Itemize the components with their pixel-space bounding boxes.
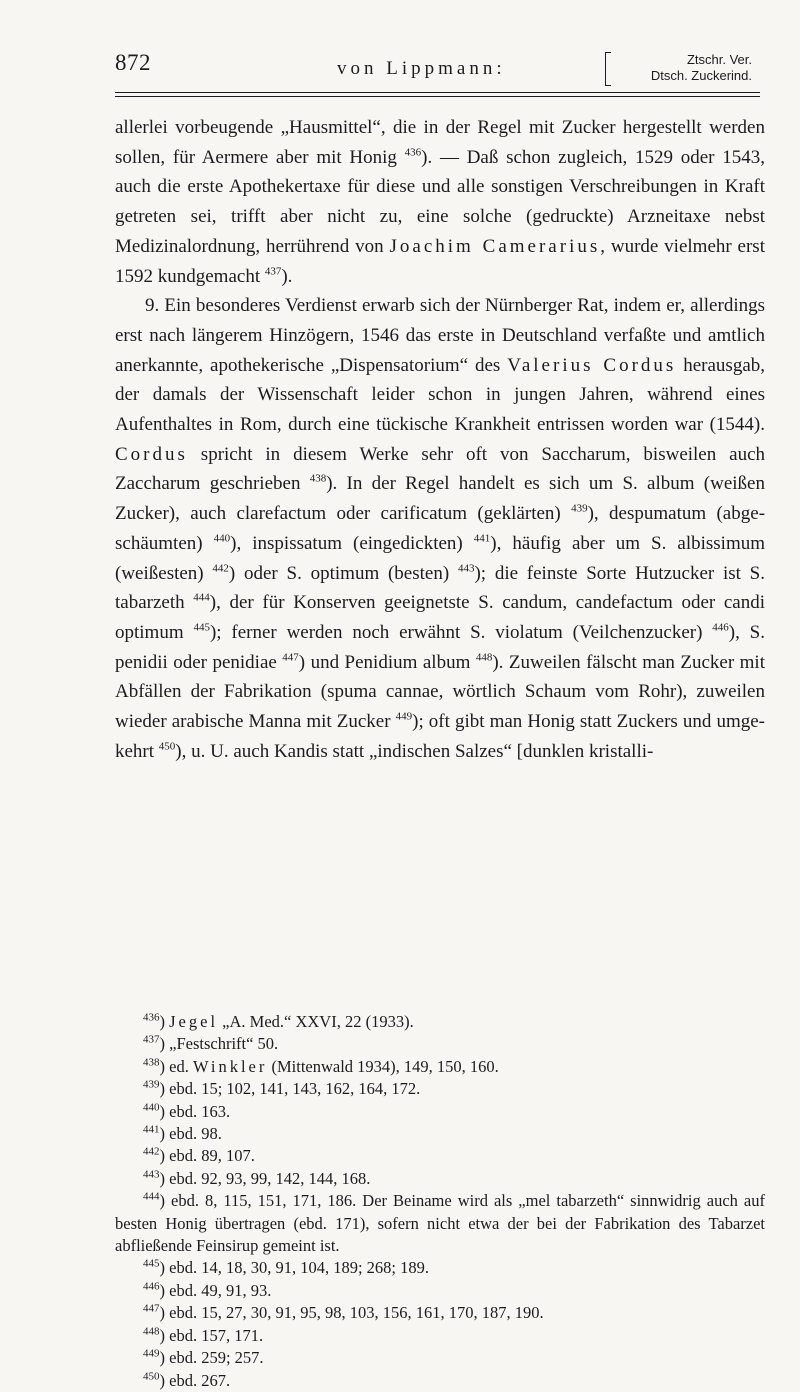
footnote-separator: ): [159, 1168, 170, 1188]
footnote-separator: ): [159, 1191, 172, 1211]
footnote-number: 439: [143, 1078, 160, 1091]
text-run: spricht in diesem Werke sehr oft von Saccharum, bisweilen auch Zaccharum geschrieben: [115, 443, 765, 495]
text-run: ). In der Regel handelt es sich um S. album (weißen Zucker), auch clarefactum oder carificatum (geklärten): [115, 473, 765, 525]
footnote-separator: ): [159, 1101, 170, 1121]
footnote-separator: ): [159, 1034, 170, 1054]
footnote-reference: 449: [395, 710, 413, 723]
footnote-separator: ): [159, 1012, 170, 1031]
text-run: ebd. 15, 27, 30, 91, 95, 98, 103, 156, 161, 170, 187, 190.: [169, 1303, 544, 1323]
footnote: [115, 1370, 765, 1392]
footnote-reference: 437: [264, 265, 282, 278]
footnote-reference: 436: [404, 146, 422, 159]
footnote: [115, 1011, 765, 1033]
text-run: ) und Penidium album: [298, 651, 476, 673]
journal-line-1: Ztschr. Ver.: [686, 52, 752, 67]
text-run: ); die feinste Sorte Hutzucker ist S. tabarzeth: [115, 562, 766, 614]
footnote-number: 445: [143, 1257, 160, 1270]
paragraph: [115, 291, 765, 766]
text-run: , wurde vielmehr erst 1592 kundgemacht: [115, 235, 765, 287]
footnote-number: 448: [143, 1325, 160, 1338]
spaced-name: Cordus: [115, 443, 188, 465]
footnote: [115, 1033, 765, 1055]
text-run: ), häufig aber um S. albissimum (weißesten): [115, 532, 766, 584]
footnote-number: 438: [143, 1056, 160, 1069]
running-title: von Lippmann:: [337, 58, 506, 79]
footnote-reference: 445: [193, 621, 210, 634]
footnote-number: 442: [143, 1145, 160, 1158]
page-number: 872: [115, 50, 151, 75]
footnote: [115, 1078, 765, 1100]
spaced-name: Winkler: [192, 1056, 268, 1076]
footnote-separator: ): [159, 1056, 170, 1076]
header-rule-top: [115, 92, 760, 93]
text-run: ), despumatum (abgeschäumten): [115, 503, 766, 554]
footnote: [115, 1123, 765, 1145]
text-run: ebd. 157, 171.: [169, 1325, 264, 1345]
footnote-reference: 450: [158, 740, 176, 753]
footnote: [115, 1280, 765, 1302]
footnote: [115, 1302, 765, 1324]
footnote-reference: 439: [571, 502, 588, 515]
footnote-separator: ): [159, 1325, 170, 1345]
footnote-number: 441: [143, 1123, 160, 1136]
footnote-number: 449: [143, 1347, 160, 1360]
footnote: [115, 1190, 765, 1257]
footnote: [115, 1101, 765, 1123]
footnote: [115, 1168, 765, 1190]
text-run: ).: [281, 265, 293, 287]
page-header: [115, 50, 756, 92]
footnote-separator: ): [159, 1280, 170, 1300]
footnote-reference: 446: [712, 621, 729, 634]
text-run: ebd. 259; 257.: [169, 1348, 264, 1368]
text-run: ). — Daß schon zugleich, 1529 oder 1543, auch die erste Apothekertaxe für diese und alle sonstigen Verschreibungen in Kraft getreten sei, trifft aber nicht zu, eine solche (gedruckte) Arzneitaxe nebst Medizinalordnung, herrührend von: [115, 146, 765, 257]
footnote-reference: 447: [282, 651, 299, 664]
footnote: [115, 1257, 765, 1279]
text-run: ebd. 163.: [169, 1101, 231, 1121]
footnote-separator: ): [159, 1124, 170, 1144]
text-run: 9. Ein besonderes Verdienst erwarb sich der Nürnberger Rat, indem er, allerdings erst nach längerem Hinzögern, 1546 das erste in Deutschland verfaßte und amtlich anerkannte, apothekerische „Dispensatorium“ des: [115, 295, 765, 376]
text-run: ebd. 92, 93, 99, 142, 144, 168.: [169, 1168, 371, 1188]
footnote-reference: 440: [213, 532, 231, 545]
main-text: [115, 113, 765, 766]
footnote-separator: ): [159, 1348, 170, 1368]
footnote-reference: 448: [475, 651, 493, 664]
text-run: ) oder S. optimum (besten): [228, 562, 458, 584]
text-run: ), u. U. auch Kandis statt „indischen Salzes“ [dunklen kristalli-: [175, 740, 654, 762]
text-run: ); oft gibt man Honig statt Zuckers und umgekehrt: [115, 711, 765, 762]
paragraph: [115, 113, 765, 291]
text-run: ), S. penidii oder penidiae: [115, 621, 765, 673]
text-run: ed.: [169, 1056, 193, 1076]
footnote-number: 440: [143, 1101, 160, 1114]
text-run: ), inspissatum (eingedickten): [230, 532, 474, 554]
footnote-reference: 438: [309, 473, 327, 486]
text-run: ebd. 89, 107.: [169, 1146, 255, 1166]
text-run: ebd. 15; 102, 141, 143, 162, 164, 172.: [169, 1079, 421, 1099]
footnote-reference: 442: [212, 562, 229, 575]
spaced-name: Joachim Camerarius: [389, 235, 601, 257]
footnote-separator: ): [159, 1079, 170, 1099]
footnote-separator: ): [159, 1146, 170, 1166]
footnote-number: 446: [143, 1280, 160, 1293]
text-run: ebd. 49, 91, 93.: [169, 1280, 272, 1300]
text-run: allerlei vorbeugende „Hausmittel“, die in der Regel mit Zucker hergestellt werden sollen, für Aermere aber mit Honig: [115, 117, 765, 168]
text-run: „A. Med.“ XXVI, 22 (1933).: [218, 1012, 414, 1031]
footnote-reference: 443: [457, 562, 475, 575]
footnote-number: 447: [143, 1302, 160, 1315]
footnote: [115, 1056, 765, 1078]
footnote-number: 443: [143, 1168, 160, 1181]
footnote-separator: ): [159, 1303, 170, 1323]
text-run: ), der für Konserven geeignetste S. candum, candefactum oder candi optimum: [115, 592, 765, 643]
footnote-separator: ): [159, 1258, 170, 1278]
header-rule-bottom: [115, 96, 760, 97]
text-run: ebd. 267.: [169, 1370, 231, 1390]
spaced-name: Valerius Cordus: [507, 354, 677, 376]
spaced-name: Jegel: [169, 1012, 219, 1031]
footnote: [115, 1325, 765, 1347]
text-run: ); ferner werden noch erwähnt S. violatum (Veilchenzucker): [209, 621, 713, 643]
text-run: herausgab, der damals der Wissenschaft leider schon in jungen Jahren, während eines Aufenthaltes in Rom, durch eine tückische Krankheit entrissen worden war (1544).: [115, 354, 766, 436]
text-run: ebd. 14, 18, 30, 91, 104, 189; 268; 189.: [169, 1258, 429, 1278]
footnote-number: 437: [143, 1033, 160, 1046]
text-run: ebd. 8, 115, 151, 171, 186. Der Beiname wird als „mel tabarzeth“ sinnwidrig auch auf besten Honig übertragen (ebd. 171), sofern nicht etwa der bei der Fabrikation des Tabarzet abfließende Feinsirup gemeint ist.: [115, 1191, 765, 1256]
text-run: ). Zuweilen fälscht man Zucker mit Abfällen der Fabrikation (spuma cannae, wörtlich Schaum vom Rohr), zuweilen wieder arabische Manna mit Zucker: [115, 651, 765, 733]
text-run: ebd. 98.: [169, 1124, 222, 1144]
footnote-reference: 444: [193, 591, 210, 604]
footnote-reference: 441: [473, 532, 491, 545]
footnote: [115, 1347, 765, 1369]
footnote-number: 450: [143, 1370, 160, 1382]
text-run: (Mittenwald 1934), 149, 150, 160.: [267, 1056, 499, 1076]
footnote-number: 436: [143, 1011, 160, 1024]
journal-reference: [605, 52, 756, 86]
footnote-number: 444: [143, 1190, 160, 1203]
journal-line-2: Dtsch. Zuckerind.: [650, 68, 752, 83]
text-run: „Festschrift“ 50.: [169, 1034, 279, 1054]
footnote-separator: ): [159, 1370, 170, 1390]
footnotes: [115, 1011, 765, 1392]
footnote: [115, 1145, 765, 1167]
